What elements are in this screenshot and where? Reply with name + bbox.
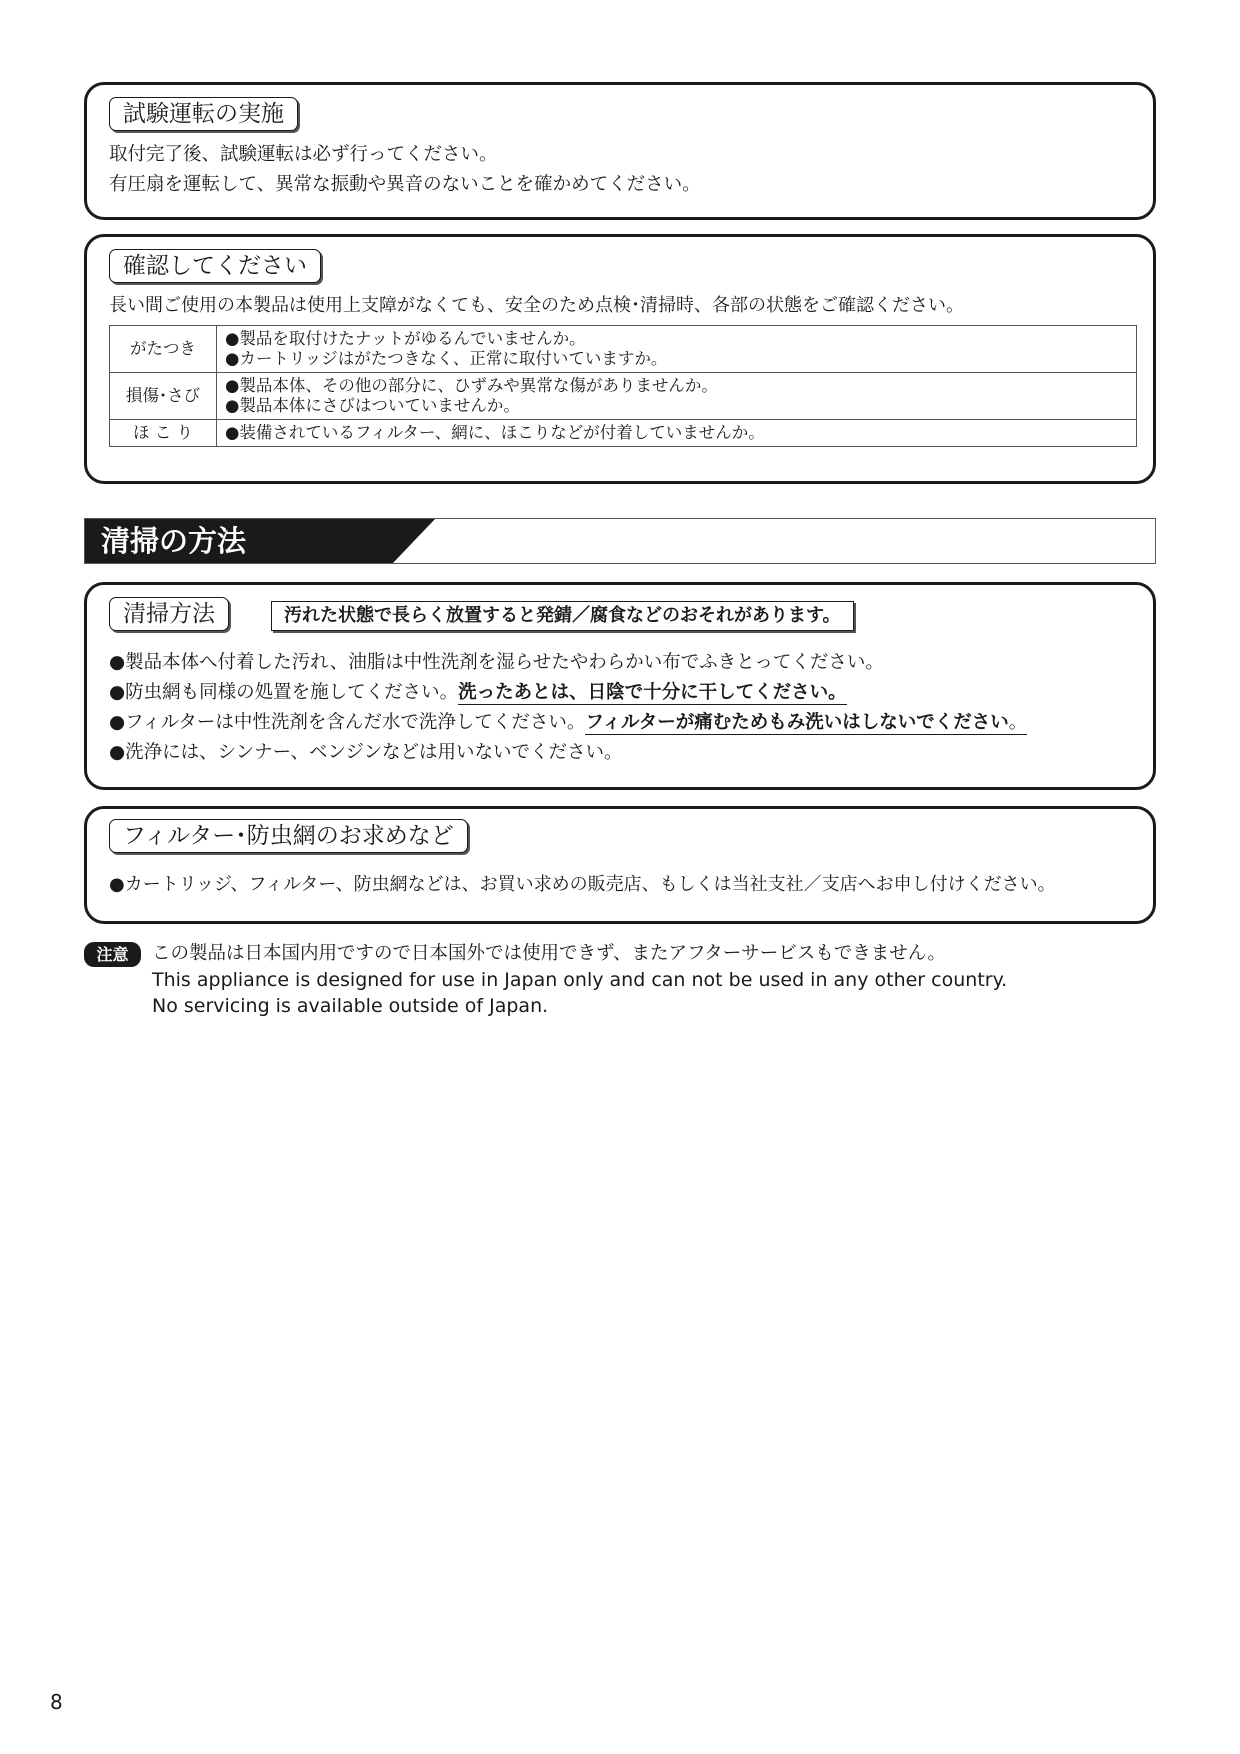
test-run-line-1: 取付完了後、試験運転は必ず行ってください。 [109, 144, 498, 165]
confirm-box [84, 234, 1156, 484]
row-item: ●装備されているフィルター、網に、ほこりなどが付着していませんか。 [225, 423, 765, 442]
row-items [217, 326, 1137, 373]
cleaning-line-3-text: ●フィルターは中性洗剤を含んだ水で洗浄してください。 [109, 712, 586, 733]
cleaning-line-4: ●洗浄には、シンナー、ベンジンなどは用いないでください。 [109, 742, 623, 763]
purchase-box [84, 806, 1156, 924]
cleaning-line-3 [109, 709, 1027, 737]
purchase-title: フィルター･防虫網のお求めなど [109, 819, 468, 853]
cleaning-line-2 [109, 679, 847, 707]
cleaning-line-2-text: ●防虫網も同様の処置を施してください。 [109, 682, 459, 703]
row-label: ほ こ り [110, 420, 217, 447]
cleaning-line-2-emphasis: 洗ったあとは、日陰で十分に干してください。 [458, 682, 847, 703]
purchase-line: ●カートリッジ、フィルター、防虫網などは、お買い求めの販売店、もしくは当社支社／支店へお申し付けください。 [109, 874, 1056, 895]
row-item: ●製品本体、その他の部分に、ひずみや異常な傷がありませんか。 [225, 376, 718, 395]
page-number: 8 [50, 1690, 63, 1714]
note-english-1: This appliance is designed for use in Japan only and can not be used in any other country. [152, 969, 1008, 991]
caution-badge: 注意 [84, 942, 141, 967]
cleaning-box [84, 582, 1156, 790]
table-row [110, 373, 1137, 420]
row-items [217, 420, 1137, 447]
row-label: がたつき [110, 326, 217, 373]
table-row [110, 420, 1137, 447]
cleaning-section-banner [84, 518, 1156, 564]
test-run-box [84, 82, 1156, 220]
confirm-title: 確認してください [109, 249, 321, 283]
inspection-table [109, 325, 1137, 447]
cleaning-title: 清掃方法 [109, 597, 229, 631]
table-row [110, 326, 1137, 373]
banner-title: 清掃の方法 [101, 524, 247, 558]
row-item: ●製品本体にさびはついていませんか。 [225, 396, 520, 415]
cleaning-line-3-end: 。 [1008, 712, 1028, 733]
row-items [217, 373, 1137, 420]
cleaning-line-3-emphasis: フィルターが痛むためもみ洗いはしないでください [585, 712, 1009, 733]
test-run-title: 試験運転の実施 [109, 97, 298, 131]
note-english-2: No servicing is available outside of Japan. [152, 995, 549, 1017]
cleaning-line-1: ●製品本体へ付着した汚れ、油脂は中性洗剤を湿らせたやわらかい布でふきとってください。 [109, 652, 884, 673]
test-run-line-2: 有圧扇を運転して、異常な振動や異音のないことを確かめてください。 [109, 174, 701, 195]
cleaning-warning: 汚れた状態で長らく放置すると発錆／腐食などのおそれがあります。 [271, 601, 854, 631]
note-japanese: この製品は日本国内用ですので日本国外では使用できず、またアフターサービスもできません。 [152, 943, 946, 964]
row-item: ●カートリッジはがたつきなく、正常に取付いていますか。 [225, 349, 668, 368]
row-item: ●製品を取付けたナットがゆるんでいませんか。 [225, 329, 586, 348]
confirm-intro: 長い間ご使用の本製品は使用上支障がなくても、安全のため点検･清掃時、各部の状態をご確認ください。 [109, 295, 964, 316]
row-label: 損傷･さび [110, 373, 217, 420]
